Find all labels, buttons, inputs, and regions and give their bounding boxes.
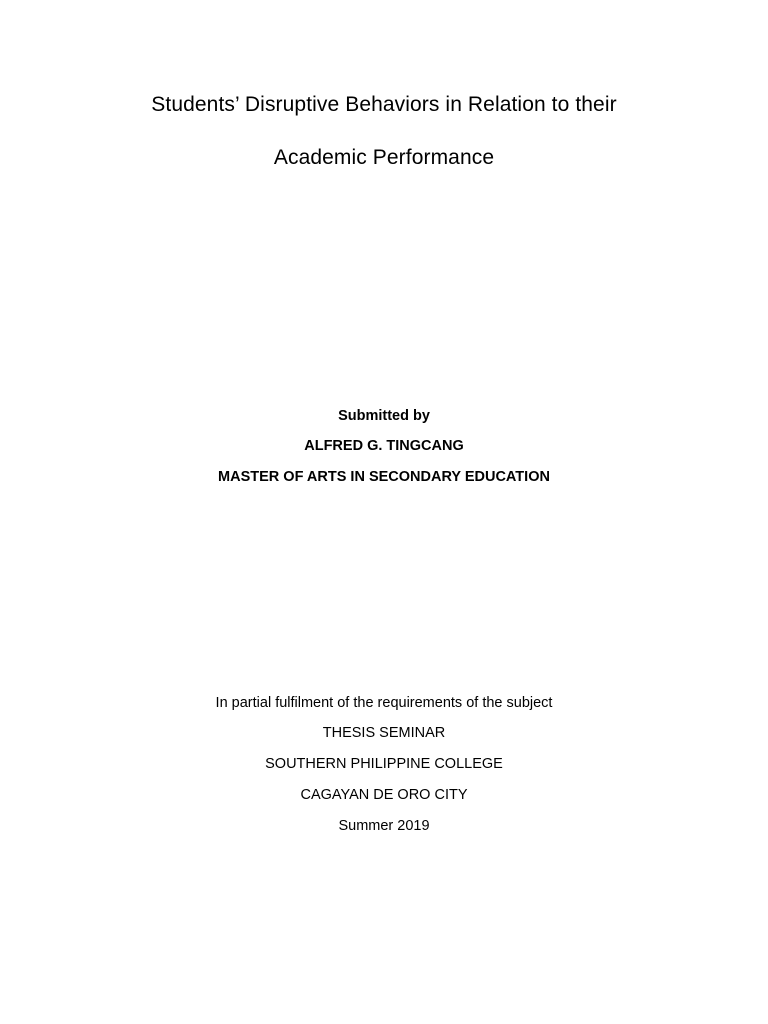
city-name: CAGAYAN DE ORO CITY [300,787,468,803]
term-date: Summer 2019 [338,818,430,834]
title-line-1: Students’ Disruptive Behaviors in Relation to their [151,93,617,116]
subject-name: THESIS SEMINAR [322,725,446,741]
title-line-2: Academic Performance [273,146,495,169]
degree-program: MASTER OF ARTS IN SECONDARY EDUCATION [218,469,550,485]
fulfilment-statement: In partial fulfilment of the requirements of the subject [215,695,553,711]
institution-name: SOUTHERN PHILIPPINE COLLEGE [265,756,503,772]
author-name: ALFRED G. TINGCANG [304,438,464,454]
submitted-by-label: Submitted by [338,408,430,424]
